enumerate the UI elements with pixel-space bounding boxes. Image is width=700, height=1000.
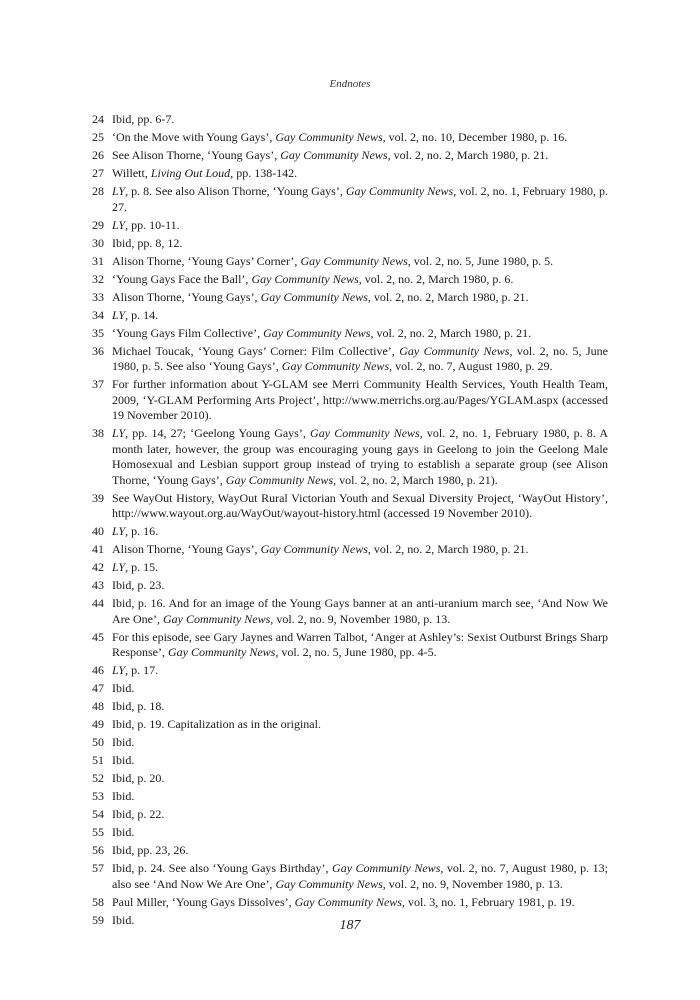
endnote-58 bbox=[92, 895, 608, 911]
endnote-text-run: , vol. 2, no. 2, March 1980, p. 21. bbox=[370, 325, 532, 340]
endnote-text bbox=[112, 663, 608, 679]
endnote-text bbox=[112, 789, 608, 805]
endnote-29 bbox=[92, 218, 608, 234]
endnote-text bbox=[112, 735, 608, 751]
endnote-text bbox=[112, 236, 608, 252]
endnote-italic-text: Gay Community News, bbox=[294, 894, 405, 909]
endnote-text-run: , pp. 14, 27; ‘Geelong Young Gays’, bbox=[125, 426, 311, 440]
endnote-text-run: , p. 15. bbox=[125, 560, 159, 574]
endnote-text bbox=[112, 843, 608, 859]
endnote-italic-text: Gay Community News, bbox=[275, 876, 386, 891]
endnote-number: 33 bbox=[92, 289, 104, 304]
endnote-number: 29 bbox=[92, 217, 104, 232]
endnote-number: 27 bbox=[92, 166, 104, 180]
endnote-45 bbox=[92, 630, 608, 661]
endnote-number: 58 bbox=[92, 894, 104, 909]
endnote-number: 42 bbox=[92, 560, 104, 574]
endnote-text-run: ‘Young Gays Face the Ball’, bbox=[112, 271, 252, 286]
endnote-text bbox=[112, 681, 608, 697]
endnote-24 bbox=[92, 112, 608, 128]
endnote-26 bbox=[92, 148, 608, 164]
endnote-number: 51 bbox=[92, 753, 104, 767]
endnote-35 bbox=[92, 326, 608, 342]
endnote-number: 36 bbox=[92, 343, 104, 358]
endnote-text-run: , vol. 2, no. 7, August 1980, p. 29. bbox=[389, 359, 553, 373]
endnote-italic-text: Gay Community News bbox=[399, 343, 510, 358]
endnote-italic-text: Living Out Loud bbox=[150, 166, 231, 180]
endnote-number: 41 bbox=[92, 542, 104, 556]
endnote-italic-text: Gay Community News, bbox=[332, 861, 444, 875]
endnote-number: 49 bbox=[92, 717, 104, 731]
endnote-text bbox=[112, 630, 608, 661]
endnote-53 bbox=[92, 789, 608, 805]
endnote-text-run: Ibid. bbox=[112, 753, 135, 767]
endnote-text-run: , vol. 2, no. 1, February 1980, p. 8. A month later, however, the group was encouraging young gays in Geelong to join the Geelong Male Homosexual and Lesbian support group instead of trying to establish a separate group (see Alison Thorne, ‘Young Gays’, bbox=[112, 426, 608, 487]
endnote-number: 38 bbox=[92, 426, 104, 440]
endnote-57 bbox=[92, 861, 608, 892]
endnote-number: 53 bbox=[92, 789, 104, 803]
endnote-italic-text: Gay Community News bbox=[300, 253, 408, 268]
endnote-text-run: vol. 3, no. 1, February 1981, p. 19. bbox=[404, 894, 575, 909]
endnote-text-run: , vol. 2, no. 5, June 1980, p. 5. bbox=[407, 253, 554, 268]
endnote-italic-text: Gay Community News, bbox=[162, 611, 274, 626]
endnote-36 bbox=[92, 344, 608, 375]
endnote-number: 45 bbox=[92, 629, 104, 644]
endnote-number: 46 bbox=[92, 663, 104, 677]
endnote-italic-text: LY bbox=[112, 184, 126, 198]
endnote-55 bbox=[92, 825, 608, 841]
endnote-text-run: Alison Thorne, ‘Young Gays’, bbox=[112, 542, 261, 556]
endnote-number: 30 bbox=[92, 235, 104, 250]
endnote-text bbox=[112, 895, 608, 911]
endnote-number: 25 bbox=[92, 130, 104, 144]
endnote-italic-text: Gay Community News bbox=[225, 472, 334, 487]
endnote-number: 48 bbox=[92, 699, 104, 713]
endnote-text-run: vol. 2, no. 9, November 1980, p. 13. bbox=[273, 611, 451, 626]
endnote-text bbox=[112, 184, 608, 215]
endnote-28 bbox=[92, 184, 608, 215]
endnote-50 bbox=[92, 735, 608, 751]
endnote-47 bbox=[92, 681, 608, 697]
endnote-text bbox=[112, 426, 608, 488]
endnote-text-run: Ibid, p. 23. bbox=[112, 578, 165, 592]
endnote-italic-text: LY bbox=[112, 560, 126, 574]
endnote-text-run: See Alison Thorne, ‘Young Gays’, bbox=[112, 148, 281, 162]
endnote-text-run: Ibid, pp. 6-7. bbox=[112, 112, 175, 126]
endnote-number: 31 bbox=[92, 253, 104, 268]
endnote-text bbox=[112, 542, 608, 558]
endnote-italic-text: Gay Community News bbox=[260, 542, 368, 556]
endnote-italic-text: Gay Community News, bbox=[168, 645, 279, 659]
endnote-text bbox=[112, 218, 608, 234]
endnote-30 bbox=[92, 236, 608, 252]
endnote-italic-text: LY bbox=[112, 663, 126, 677]
endnote-51 bbox=[92, 753, 608, 769]
endnote-italic-text: Gay Community News bbox=[251, 271, 359, 286]
endnote-text bbox=[112, 112, 608, 128]
endnote-text-run: , vol. 2, no. 2, March 1980, p. 21. bbox=[367, 542, 529, 556]
endnote-number: 34 bbox=[92, 307, 104, 322]
endnote-italic-text: Gay Community News bbox=[345, 184, 454, 198]
endnote-number: 43 bbox=[92, 578, 104, 592]
endnote-text-run: , vol. 2, no. 2, March 1980, p. 21. bbox=[387, 148, 549, 162]
endnote-text bbox=[112, 753, 608, 769]
endnote-27 bbox=[92, 166, 608, 182]
endnote-italic-text: Gay Community News bbox=[310, 426, 420, 440]
endnote-text-run: Ibid. bbox=[112, 681, 135, 695]
endnote-italic-text: Gay Community News bbox=[263, 325, 371, 340]
endnote-text-run: Ibid, p. 24. See also ‘Young Gays Birthday’, bbox=[112, 861, 333, 875]
endnote-number: 52 bbox=[92, 771, 104, 785]
endnote-italic-text: LY bbox=[112, 524, 126, 538]
endnote-italic-text: Gay Community News bbox=[260, 289, 368, 304]
endnote-text-run: Ibid. bbox=[112, 825, 135, 839]
endnote-text bbox=[112, 861, 608, 892]
endnote-text-run: , vol. 2, no. 5, June 1980, p. 5. See also ‘Young Gays’, bbox=[112, 343, 608, 373]
endnote-text bbox=[112, 166, 608, 182]
running-head: Endnotes bbox=[329, 78, 371, 90]
endnote-text-run: Michael Toucak, ‘Young Gays’ Corner: Film Collective’, bbox=[112, 343, 400, 358]
endnote-text-run: Ibid, p. 22. bbox=[112, 807, 165, 821]
endnote-text-run: , p. 14. bbox=[125, 307, 159, 322]
endnote-52 bbox=[92, 771, 608, 787]
endnote-text-run: Ibid. bbox=[112, 789, 135, 803]
endnote-text-run: ‘Young Gays Film Collective’, bbox=[112, 325, 264, 340]
endnote-text bbox=[112, 308, 608, 324]
endnote-italic-text: Gay Community News bbox=[280, 148, 388, 162]
endnote-number: 39 bbox=[92, 490, 104, 505]
endnote-italic-text: LY bbox=[112, 307, 126, 322]
endnote-31 bbox=[92, 254, 608, 270]
endnote-number: 59 bbox=[92, 912, 104, 927]
endnote-number: 32 bbox=[92, 271, 104, 286]
endnote-49 bbox=[92, 717, 608, 733]
endnote-text-run: Ibid, pp. 23, 26. bbox=[112, 843, 189, 857]
endnote-46 bbox=[92, 663, 608, 679]
endnote-text bbox=[112, 344, 608, 375]
endnote-number: 54 bbox=[92, 807, 104, 821]
endnote-text-run: , pp. 10-11. bbox=[125, 217, 180, 232]
endnote-text-run: vol. 2, no. 5, June 1980, pp. 4-5. bbox=[278, 645, 437, 659]
endnote-text bbox=[112, 148, 608, 164]
endnote-39 bbox=[92, 491, 608, 522]
endnote-text-run: Ibid, p. 20. bbox=[112, 771, 165, 785]
endnote-italic-text: LY bbox=[112, 426, 126, 440]
endnote-text bbox=[112, 491, 608, 522]
endnote-italic-text: LY bbox=[112, 217, 126, 232]
endnote-37 bbox=[92, 377, 608, 424]
endnote-text bbox=[112, 326, 608, 342]
endnote-text-run: Ibid. bbox=[112, 912, 135, 927]
endnote-text bbox=[112, 825, 608, 841]
endnote-number: 26 bbox=[92, 148, 104, 162]
endnote-text bbox=[112, 377, 608, 424]
endnote-text bbox=[112, 699, 608, 715]
endnotes-list bbox=[92, 112, 608, 931]
endnote-text-run: Ibid, p. 16. And for an image of the Young Gays banner at an anti-uranium march see, ‘And Now We Are One’, bbox=[112, 596, 608, 626]
endnote-42 bbox=[92, 560, 608, 576]
endnote-text-run: , vol. 2, no. 2, March 1980, p. 21. bbox=[367, 289, 529, 304]
endnote-number: 40 bbox=[92, 524, 104, 538]
endnote-41 bbox=[92, 542, 608, 558]
endnote-text bbox=[112, 771, 608, 787]
endnote-text-run: Willett, bbox=[112, 166, 151, 180]
endnote-text-run: ‘On the Move with Young Gays’, bbox=[112, 130, 276, 144]
endnote-text-run: , p. 16. bbox=[125, 524, 159, 538]
endnote-number: 37 bbox=[92, 377, 104, 391]
endnote-text bbox=[112, 130, 608, 146]
endnote-text bbox=[112, 272, 608, 288]
endnote-32 bbox=[92, 272, 608, 288]
endnote-number: 50 bbox=[92, 735, 104, 749]
endnote-44 bbox=[92, 596, 608, 627]
endnote-43 bbox=[92, 578, 608, 594]
endnote-text-run: Ibid, p. 19. Capitalization as in the original. bbox=[112, 717, 321, 731]
endnote-text-run: Paul Miller, ‘Young Gays Dissolves’, bbox=[112, 894, 295, 909]
endnote-text bbox=[112, 578, 608, 594]
endnote-text-run: , p. 17. bbox=[125, 663, 159, 677]
endnote-text-run: See WayOut History, WayOut Rural Victorian Youth and Sexual Diversity Project, ‘WayOut History’, http://www.wayout.org.au/WayOut/wayout-history.html (accessed 19 November 2010). bbox=[112, 490, 608, 520]
endnote-text bbox=[112, 717, 608, 733]
endnote-text-run: For further information about Y-GLAM see Merri Community Health Services, Youth Health Team, 2009, ‘Y-GLAM Performing Arts Project’, http://www.merrichs.org.au/Pages/YGLAM.aspx (accessed 19 November 2010). bbox=[112, 377, 608, 422]
endnote-text-run: , pp. 138-142. bbox=[230, 166, 298, 180]
endnote-text-run: vol. 2, no. 10, December 1980, p. 16. bbox=[385, 130, 568, 144]
endnote-text-run: , vol. 2, no. 2, March 1980, p. 21). bbox=[333, 472, 498, 487]
endnote-number: 55 bbox=[92, 825, 104, 839]
endnote-text bbox=[112, 254, 608, 270]
endnote-number: 44 bbox=[92, 596, 104, 610]
endnote-text-run: Ibid, p. 18. bbox=[112, 699, 165, 713]
endnote-text-run: Ibid. bbox=[112, 735, 135, 749]
endnote-33 bbox=[92, 290, 608, 306]
endnote-text bbox=[112, 560, 608, 576]
endnote-text-run: , vol. 2, no. 2, March 1980, p. 6. bbox=[358, 271, 514, 286]
endnote-54 bbox=[92, 807, 608, 823]
page-number: 187 bbox=[339, 918, 361, 933]
endnote-italic-text: Gay Community News bbox=[281, 359, 390, 373]
endnote-number: 24 bbox=[92, 112, 104, 126]
endnote-number: 47 bbox=[92, 681, 104, 695]
endnote-25 bbox=[92, 130, 608, 146]
endnote-text bbox=[112, 524, 608, 540]
endnote-40 bbox=[92, 524, 608, 540]
endnote-56 bbox=[92, 843, 608, 859]
endnote-text-run: Alison Thorne, ‘Young Gays’, bbox=[112, 289, 261, 304]
endnote-number: 56 bbox=[92, 843, 104, 857]
endnote-38 bbox=[92, 426, 608, 488]
endnote-text bbox=[112, 596, 608, 627]
endnote-text-run: , vol. 2, no. 1, February 1980, p. 27. bbox=[112, 184, 609, 214]
endnote-text-run: , p. 8. See also Alison Thorne, ‘Young Gays’, bbox=[125, 184, 346, 198]
endnote-italic-text: Gay Community News, bbox=[275, 130, 386, 144]
endnote-number: 57 bbox=[92, 861, 104, 875]
endnote-number: 28 bbox=[92, 184, 104, 198]
endnote-text-run: Alison Thorne, ‘Young Gays’ Corner’, bbox=[112, 253, 301, 268]
endnote-text-run: For this episode, see Gary Jaynes and Warren Talbot, ‘Anger at Ashley’s: Sexist Outburst Brings Sharp Response’, bbox=[112, 629, 608, 659]
endnote-text bbox=[112, 807, 608, 823]
endnote-text bbox=[112, 290, 608, 306]
endnote-text-run: vol. 2, no. 9, November 1980, p. 13. bbox=[385, 876, 563, 891]
endnote-text-run: Ibid, pp. 8, 12. bbox=[112, 235, 183, 250]
endnote-text-run: vol. 2, no. 7, August 1980, p. 13; also see ‘And Now We Are One’, bbox=[112, 861, 608, 891]
endnote-34 bbox=[92, 308, 608, 324]
endnote-number: 35 bbox=[92, 325, 104, 340]
endnote-48 bbox=[92, 699, 608, 715]
